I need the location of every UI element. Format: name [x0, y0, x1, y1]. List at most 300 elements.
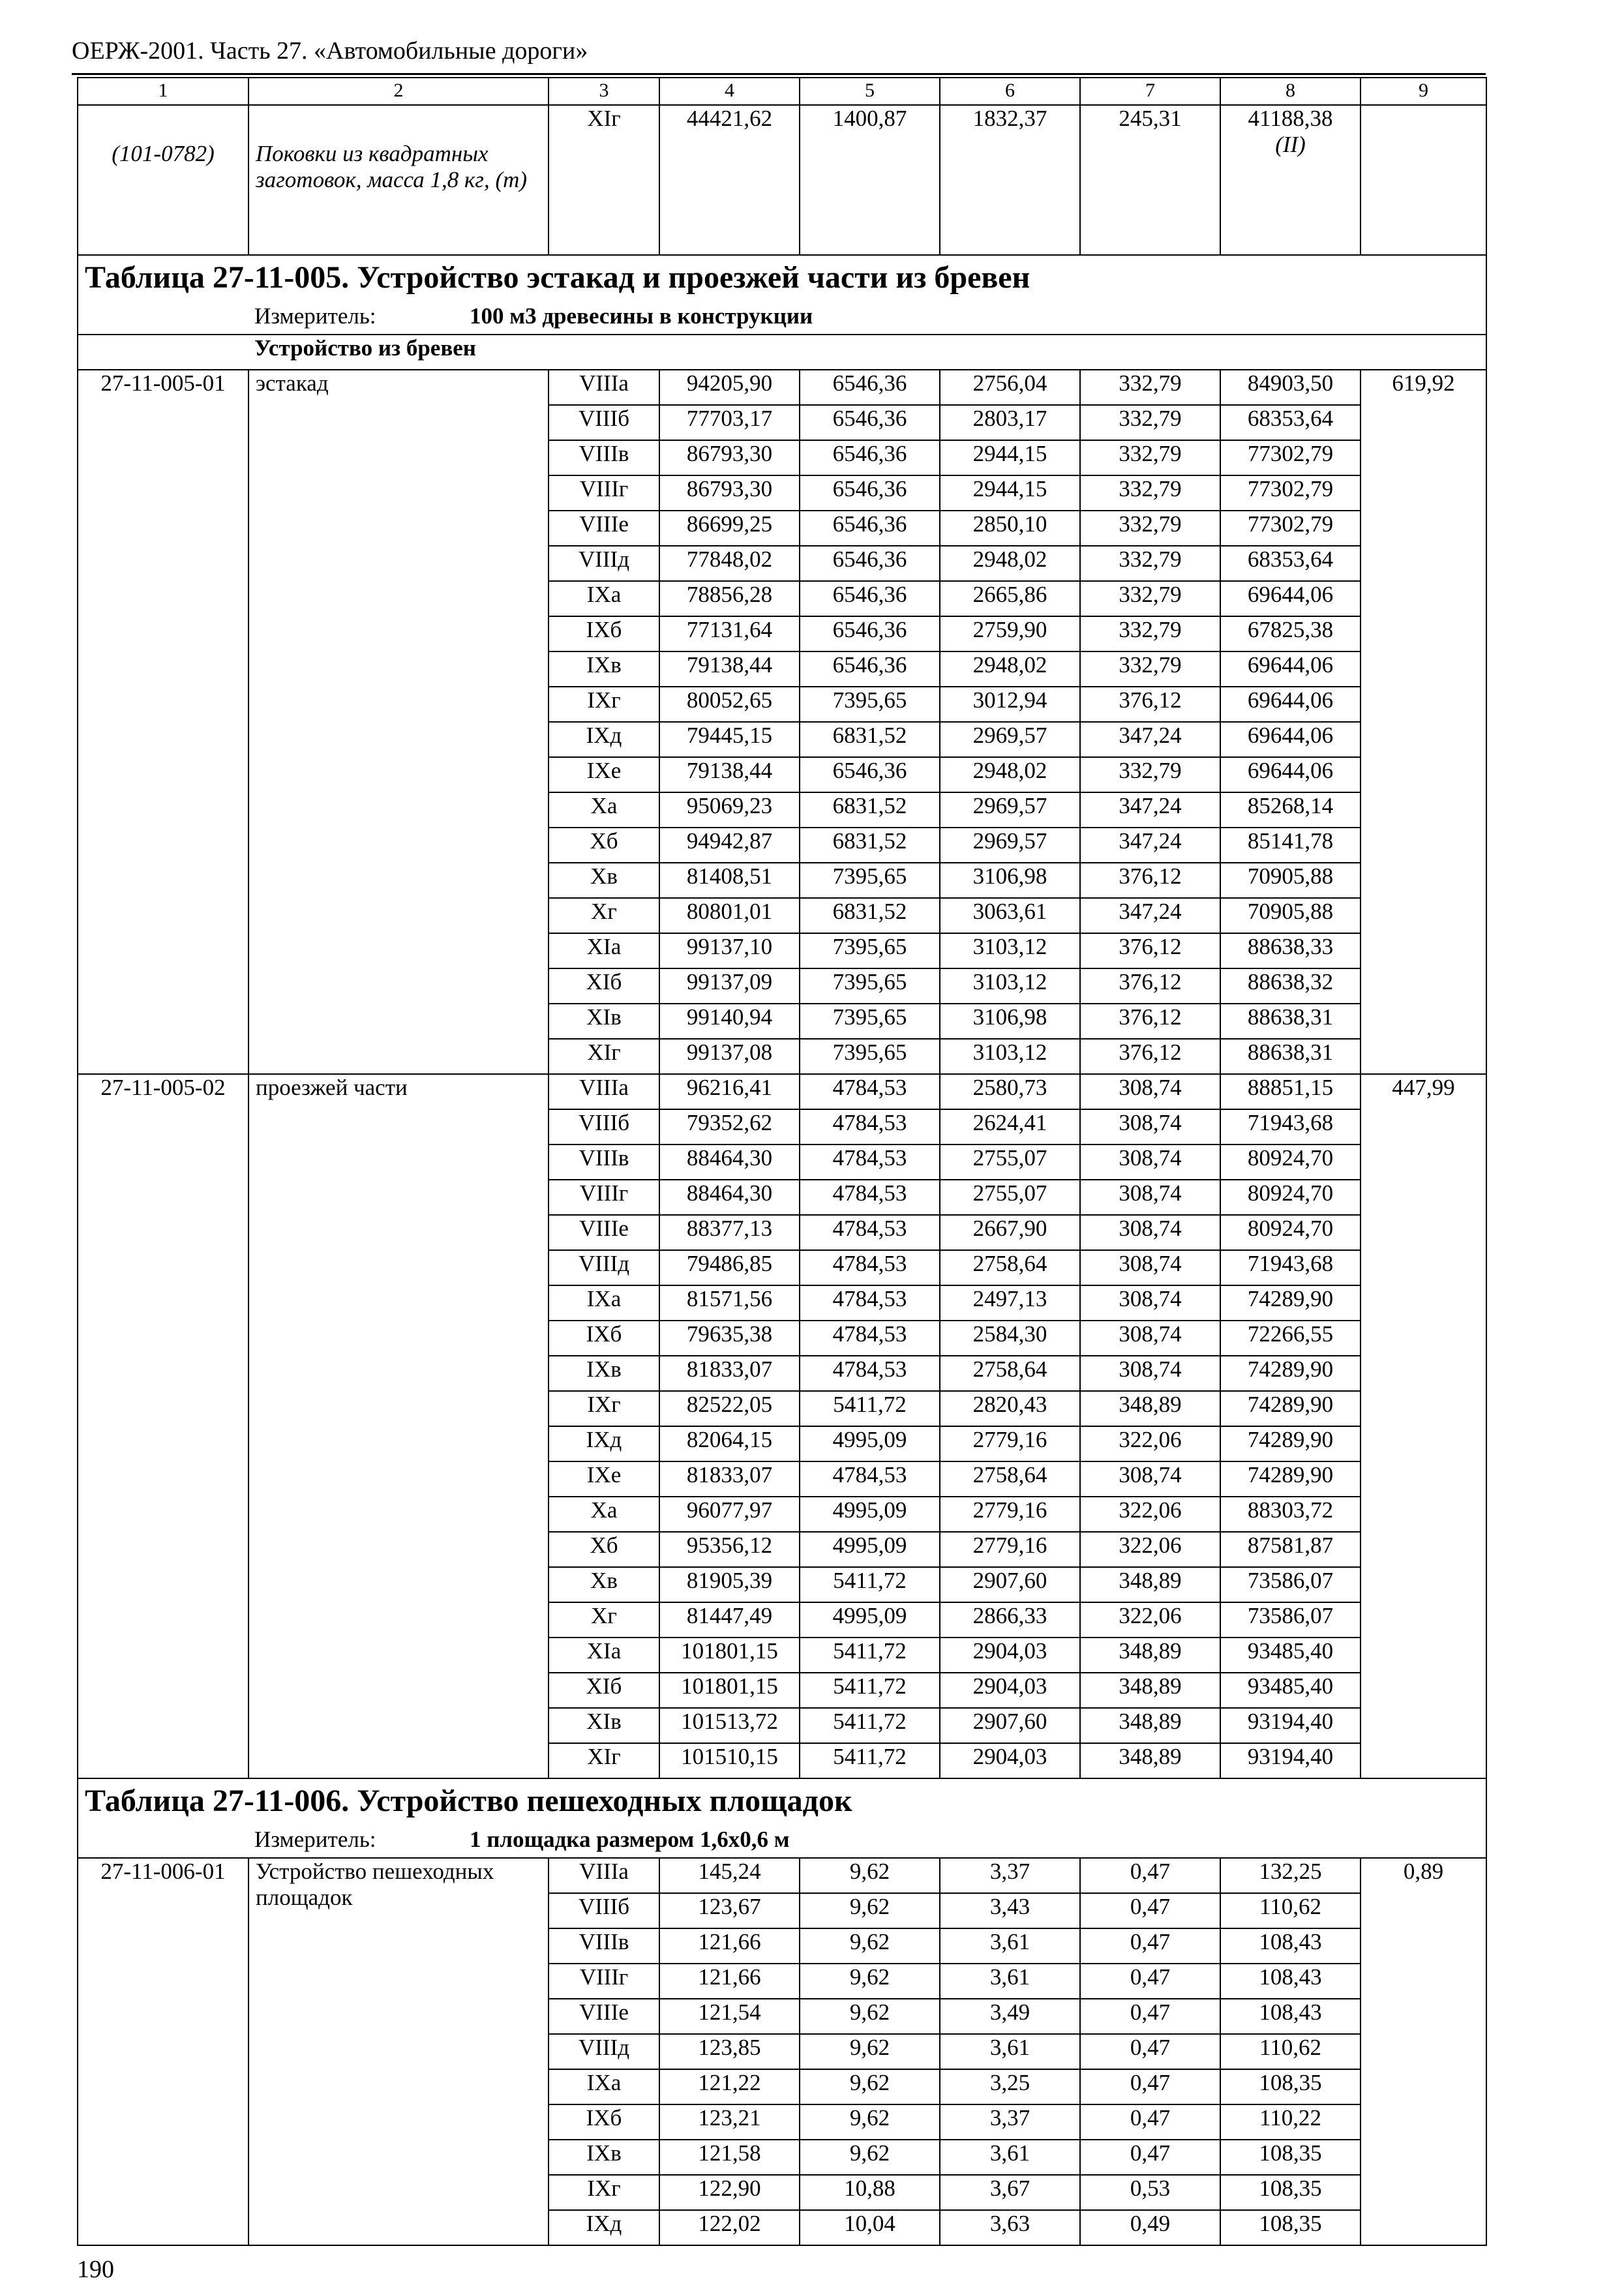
cell: 80801,01 — [659, 898, 800, 933]
cell: 69644,06 — [1220, 722, 1361, 757]
cell: 108,35 — [1220, 2140, 1361, 2175]
column-number: 3 — [549, 78, 659, 105]
cell: 74289,90 — [1220, 1356, 1361, 1391]
cell: 0,47 — [1080, 2104, 1220, 2140]
cell: 5411,72 — [800, 1743, 940, 1778]
cell: IXд — [549, 1426, 659, 1461]
cell: 308,74 — [1080, 1074, 1220, 1109]
cell: 6546,36 — [800, 511, 940, 546]
meter-value: 100 м3 древесины в конструкции — [470, 303, 813, 329]
cell: 376,12 — [1080, 968, 1220, 1004]
cell: 3,61 — [940, 2140, 1080, 2175]
item-code: 27-11-005-02 — [78, 1074, 248, 1778]
cell: 99137,09 — [659, 968, 800, 1004]
cell: 2904,03 — [940, 1638, 1080, 1673]
cell: IXа — [549, 581, 659, 616]
cell: 332,79 — [1080, 511, 1220, 546]
item-name: эстакад — [248, 370, 549, 1074]
cell: 3,63 — [940, 2210, 1080, 2245]
cell: 88638,32 — [1220, 968, 1361, 1004]
cell: 3,67 — [940, 2175, 1080, 2210]
cell: 3106,98 — [940, 863, 1080, 898]
column-number: 4 — [659, 78, 800, 105]
cell: VIIIб — [549, 405, 659, 440]
column-number-row — [78, 78, 1486, 105]
cell: 2948,02 — [940, 546, 1080, 581]
cell: 2497,13 — [940, 1285, 1080, 1321]
cell: 7395,65 — [800, 687, 940, 722]
cell: 80924,70 — [1220, 1180, 1361, 1215]
cell: VIIIд — [549, 1250, 659, 1285]
cell: 2969,57 — [940, 722, 1080, 757]
cell: VIIIе — [549, 1215, 659, 1250]
cell: 101513,72 — [659, 1708, 800, 1743]
cell: 348,89 — [1080, 1567, 1220, 1602]
cell: 70905,88 — [1220, 898, 1361, 933]
cell: 121,54 — [659, 1999, 800, 2034]
table-title: Таблица 27-11-006. Устройство пешеходных площадок — [78, 1778, 1486, 1827]
cell: 108,43 — [1220, 1999, 1361, 2034]
cell: VIIIб — [549, 1109, 659, 1144]
cell: 79486,85 — [659, 1250, 800, 1285]
cell: 3103,12 — [940, 968, 1080, 1004]
cell: 308,74 — [1080, 1461, 1220, 1497]
cell: 79138,44 — [659, 757, 800, 792]
cell: 74289,90 — [1220, 1285, 1361, 1321]
cell: 79445,15 — [659, 722, 800, 757]
cell: 88638,31 — [1220, 1004, 1361, 1039]
cell: 71943,68 — [1220, 1250, 1361, 1285]
cell: 6546,36 — [800, 405, 940, 440]
column-number: 9 — [1361, 78, 1486, 105]
cell: IXг — [549, 1391, 659, 1426]
cell: 3,49 — [940, 1999, 1080, 2034]
cell: 308,74 — [1080, 1321, 1220, 1356]
cell: IXе — [549, 1461, 659, 1497]
cell: 376,12 — [1080, 933, 1220, 968]
cell: 5411,72 — [800, 1391, 940, 1426]
meter — [78, 303, 1486, 335]
cell: VIIIг — [549, 1964, 659, 1999]
cell: 108,35 — [1220, 2210, 1361, 2245]
item-code: 27-11-006-01 — [78, 1858, 248, 2245]
cell: IXв — [549, 2140, 659, 2175]
cell: 347,24 — [1080, 722, 1220, 757]
cell: 88464,30 — [659, 1144, 800, 1180]
cell: 101801,15 — [659, 1673, 800, 1708]
cell: 9,62 — [800, 1858, 940, 1893]
cell: 2944,15 — [940, 475, 1080, 511]
cell: 9,62 — [800, 1928, 940, 1964]
resource-name: Поковки из квадратных заготовок, масса 1,8 кг, (т) — [248, 105, 549, 255]
cell: 86793,30 — [659, 440, 800, 475]
cell: 121,66 — [659, 1964, 800, 1999]
cell: 3,25 — [940, 2069, 1080, 2104]
cell: 332,79 — [1080, 440, 1220, 475]
cell: 3,61 — [940, 1928, 1080, 1964]
cell: IXе — [549, 757, 659, 792]
cell: 81571,56 — [659, 1285, 800, 1321]
cell: 67825,38 — [1220, 616, 1361, 651]
cell: 110,62 — [1220, 1893, 1361, 1928]
cell: 376,12 — [1080, 1004, 1220, 1039]
cell: 69644,06 — [1220, 757, 1361, 792]
cell: 108,35 — [1220, 2175, 1361, 2210]
cell: 347,24 — [1080, 828, 1220, 863]
cell: VIIIд — [549, 546, 659, 581]
cell: 77848,02 — [659, 546, 800, 581]
cell: 5411,72 — [800, 1673, 940, 1708]
cell: 4784,53 — [800, 1321, 940, 1356]
cell: 79635,38 — [659, 1321, 800, 1356]
cell: 2944,15 — [940, 440, 1080, 475]
cell: 6831,52 — [800, 722, 940, 757]
cell: 86699,25 — [659, 511, 800, 546]
cell: 2759,90 — [940, 616, 1080, 651]
cell: 308,74 — [1080, 1215, 1220, 1250]
cell: 322,06 — [1080, 1602, 1220, 1638]
cell: 308,74 — [1080, 1285, 1220, 1321]
cell: 4784,53 — [800, 1461, 940, 1497]
cell: 4784,53 — [800, 1109, 940, 1144]
cell: Xа — [549, 1497, 659, 1532]
cell-value: 44421,62 — [686, 106, 773, 131]
cell: 101510,15 — [659, 1743, 800, 1778]
cell: 6546,36 — [800, 651, 940, 687]
cell: 348,89 — [1080, 1743, 1220, 1778]
cell: 95069,23 — [659, 792, 800, 828]
cell: 4784,53 — [800, 1074, 940, 1109]
cell: 9,62 — [800, 2140, 940, 2175]
cell: 6546,36 — [800, 370, 940, 405]
cell: 123,21 — [659, 2104, 800, 2140]
cell: 6546,36 — [800, 757, 940, 792]
cell: 308,74 — [1080, 1109, 1220, 1144]
cell: 69644,06 — [1220, 651, 1361, 687]
cell: Xг — [549, 898, 659, 933]
meter — [78, 1827, 1486, 1858]
cell: Xб — [549, 828, 659, 863]
cell: 9,62 — [800, 1893, 940, 1928]
cell: 376,12 — [1080, 863, 1220, 898]
cell: 2779,16 — [940, 1497, 1080, 1532]
table-row — [78, 1074, 1486, 1109]
cell: VIIIв — [549, 1928, 659, 1964]
cell: 95356,12 — [659, 1532, 800, 1567]
cell: 2779,16 — [940, 1532, 1080, 1567]
cell-value: 1400,87 — [832, 106, 907, 131]
cell: VIIIе — [549, 511, 659, 546]
cell: 2580,73 — [940, 1074, 1080, 1109]
cell: 6831,52 — [800, 828, 940, 863]
cell: 2904,03 — [940, 1743, 1080, 1778]
cell: 81447,49 — [659, 1602, 800, 1638]
cell: 0,47 — [1080, 2140, 1220, 2175]
cell: 2624,41 — [940, 1109, 1080, 1144]
cell: 2755,07 — [940, 1144, 1080, 1180]
cell: 4995,09 — [800, 1602, 940, 1638]
meter-row — [78, 1827, 1486, 1858]
cell: 2779,16 — [940, 1426, 1080, 1461]
cell: 2758,64 — [940, 1250, 1080, 1285]
cell: 93194,40 — [1220, 1708, 1361, 1743]
cell: 308,74 — [1080, 1356, 1220, 1391]
cell: 86793,30 — [659, 475, 800, 511]
cell: IXг — [549, 2175, 659, 2210]
cell: XIа — [549, 1638, 659, 1673]
cell: 0,47 — [1080, 1964, 1220, 1999]
cell: 347,24 — [1080, 898, 1220, 933]
cell-value: 41188,38 — [1248, 106, 1333, 131]
cell: 3063,61 — [940, 898, 1080, 933]
cell: 77302,79 — [1220, 475, 1361, 511]
cell: 3103,12 — [940, 933, 1080, 968]
cell: 308,74 — [1080, 1250, 1220, 1285]
cell: IXа — [549, 1285, 659, 1321]
cell: 3012,94 — [940, 687, 1080, 722]
header-rule — [72, 73, 1486, 75]
cell: 145,24 — [659, 1858, 800, 1893]
cell: IXд — [549, 2210, 659, 2245]
cell: 121,22 — [659, 2069, 800, 2104]
cell: 348,89 — [1080, 1638, 1220, 1673]
subheading: Устройство из бревен — [78, 335, 1486, 370]
cell: VIIIд — [549, 2034, 659, 2069]
cell: 9,62 — [800, 2034, 940, 2069]
cell: 332,79 — [1080, 616, 1220, 651]
cell: 2907,60 — [940, 1567, 1080, 1602]
cell: 77131,64 — [659, 616, 800, 651]
column-number: 5 — [800, 78, 940, 105]
cell: 80052,65 — [659, 687, 800, 722]
cell: 71943,68 — [1220, 1109, 1361, 1144]
cell: 6831,52 — [800, 792, 940, 828]
cell: 6546,36 — [800, 616, 940, 651]
cell-value: XIг — [587, 106, 621, 131]
meter-label: Измеритель: — [254, 303, 376, 329]
cell: 81833,07 — [659, 1356, 800, 1391]
cell: 2758,64 — [940, 1461, 1080, 1497]
cell: 123,85 — [659, 2034, 800, 2069]
cell: 122,02 — [659, 2210, 800, 2245]
cell: 73586,07 — [1220, 1567, 1361, 1602]
cell: 0,53 — [1080, 2175, 1220, 2210]
cell: 82522,05 — [659, 1391, 800, 1426]
cell: 0,47 — [1080, 1999, 1220, 2034]
cell: 121,66 — [659, 1928, 800, 1964]
column-number: 1 — [78, 78, 248, 105]
cell: 0,47 — [1080, 2069, 1220, 2104]
table-row — [78, 370, 1486, 405]
page-number: 190 — [77, 2256, 114, 2283]
cell: 74289,90 — [1220, 1426, 1361, 1461]
cell: 332,79 — [1080, 651, 1220, 687]
cell: IXг — [549, 687, 659, 722]
cell: VIIIа — [549, 1074, 659, 1109]
cell: 88851,15 — [1220, 1074, 1361, 1109]
cell: 94205,90 — [659, 370, 800, 405]
cell: 348,89 — [1080, 1391, 1220, 1426]
cell: 7395,65 — [800, 933, 940, 968]
cell: 78856,28 — [659, 581, 800, 616]
cell: 73586,07 — [1220, 1602, 1361, 1638]
cell: 121,58 — [659, 2140, 800, 2175]
cell: 101801,15 — [659, 1638, 800, 1673]
item-name: Устройство пешеходных площадок — [248, 1858, 549, 2245]
cell: 332,79 — [1080, 370, 1220, 405]
cell: 110,62 — [1220, 2034, 1361, 2069]
cell: 81833,07 — [659, 1461, 800, 1497]
cell: 0,47 — [1080, 2034, 1220, 2069]
cell: 85141,78 — [1220, 828, 1361, 863]
cell: 4784,53 — [800, 1215, 940, 1250]
cell: XIб — [549, 1673, 659, 1708]
cell: 108,43 — [1220, 1964, 1361, 1999]
cell: XIа — [549, 933, 659, 968]
cell — [940, 105, 1080, 255]
cell: XIб — [549, 968, 659, 1004]
item-col9: 0,89 — [1361, 1858, 1486, 2245]
table-title-row — [78, 1778, 1486, 1827]
cell: 88638,33 — [1220, 933, 1361, 968]
column-number: 7 — [1080, 78, 1220, 105]
cell: 7395,65 — [800, 968, 940, 1004]
cell: 6546,36 — [800, 440, 940, 475]
cell: 4784,53 — [800, 1250, 940, 1285]
table-title: Таблица 27-11-005. Устройство эстакад и проезжей части из бревен — [78, 255, 1486, 303]
cell: 6546,36 — [800, 581, 940, 616]
cell: 2907,60 — [940, 1708, 1080, 1743]
cell: Xв — [549, 1567, 659, 1602]
cell: 4784,53 — [800, 1180, 940, 1215]
cell: 80924,70 — [1220, 1215, 1361, 1250]
cell: 2756,04 — [940, 370, 1080, 405]
cell: IXа — [549, 2069, 659, 2104]
cell: 9,62 — [800, 2069, 940, 2104]
meter-value: 1 площадка размером 1,6х0,6 м — [470, 1827, 790, 1852]
cell: Xа — [549, 792, 659, 828]
cell: 2948,02 — [940, 757, 1080, 792]
cell: 122,90 — [659, 2175, 800, 2210]
cell: 376,12 — [1080, 687, 1220, 722]
cell: 80924,70 — [1220, 1144, 1361, 1180]
cell: 2850,10 — [940, 511, 1080, 546]
cell: VIIIб — [549, 1893, 659, 1928]
cell: 96077,97 — [659, 1497, 800, 1532]
cell: 99137,10 — [659, 933, 800, 968]
cell: 2820,43 — [940, 1391, 1080, 1426]
cell: Xв — [549, 863, 659, 898]
cell: 332,79 — [1080, 405, 1220, 440]
cell: XIв — [549, 1004, 659, 1039]
cell: 88638,31 — [1220, 1039, 1361, 1074]
cell: 3106,98 — [940, 1004, 1080, 1039]
cell: 332,79 — [1080, 757, 1220, 792]
cell: 2866,33 — [940, 1602, 1080, 1638]
cell: 2948,02 — [940, 651, 1080, 687]
cell: 2969,57 — [940, 792, 1080, 828]
column-number: 2 — [248, 78, 549, 105]
item-col9: 447,99 — [1361, 1074, 1486, 1778]
cell: IXб — [549, 2104, 659, 2140]
cell: 93194,40 — [1220, 1743, 1361, 1778]
cell: 4995,09 — [800, 1532, 940, 1567]
cell: 96216,41 — [659, 1074, 800, 1109]
cell: 79138,44 — [659, 651, 800, 687]
cell: 68353,64 — [1220, 405, 1361, 440]
cell: 3,43 — [940, 1893, 1080, 1928]
price-table — [77, 77, 1487, 2246]
cell: 2584,30 — [940, 1321, 1080, 1356]
cell: 93485,40 — [1220, 1673, 1361, 1708]
cell: IXв — [549, 1356, 659, 1391]
cell: 348,89 — [1080, 1708, 1220, 1743]
cell: 6831,52 — [800, 898, 940, 933]
cell: 332,79 — [1080, 475, 1220, 511]
meter-row — [78, 303, 1486, 335]
cell: 10,88 — [800, 2175, 940, 2210]
cell: IXб — [549, 1321, 659, 1356]
cell: 123,67 — [659, 1893, 800, 1928]
cell-note: (II) — [1275, 132, 1306, 157]
cell: 4995,09 — [800, 1497, 940, 1532]
cell: 376,12 — [1080, 1039, 1220, 1074]
cell: 69644,06 — [1220, 581, 1361, 616]
cell: 68353,64 — [1220, 546, 1361, 581]
cell: 108,35 — [1220, 2069, 1361, 2104]
cell: 4784,53 — [800, 1285, 940, 1321]
cell: 7395,65 — [800, 1004, 940, 1039]
cell-value: 1832,37 — [972, 106, 1047, 131]
cell: 82064,15 — [659, 1426, 800, 1461]
cell: 322,06 — [1080, 1497, 1220, 1532]
cell: 3103,12 — [940, 1039, 1080, 1074]
cell: 93485,40 — [1220, 1638, 1361, 1673]
item-col9: 619,92 — [1361, 370, 1486, 1074]
cell: 347,24 — [1080, 792, 1220, 828]
cell: 332,79 — [1080, 546, 1220, 581]
cell — [549, 105, 659, 255]
cell: XIг — [549, 1743, 659, 1778]
cell: 4995,09 — [800, 1426, 940, 1461]
cell: 3,61 — [940, 1964, 1080, 1999]
cell: VIIIе — [549, 1999, 659, 2034]
cell: 99140,94 — [659, 1004, 800, 1039]
cell: 332,79 — [1080, 581, 1220, 616]
cell: Xг — [549, 1602, 659, 1638]
cell: 308,74 — [1080, 1180, 1220, 1215]
cell: 81905,39 — [659, 1567, 800, 1602]
cell: 74289,90 — [1220, 1391, 1361, 1426]
cell: VIIIв — [549, 440, 659, 475]
cell: 70905,88 — [1220, 863, 1361, 898]
subheading-row — [78, 335, 1486, 370]
cell: 2667,90 — [940, 1215, 1080, 1250]
cell: 2758,64 — [940, 1356, 1080, 1391]
table-title-row — [78, 255, 1486, 303]
cell: 2904,03 — [940, 1673, 1080, 1708]
cell: 110,22 — [1220, 2104, 1361, 2140]
cell: 2969,57 — [940, 828, 1080, 863]
cell: 99137,08 — [659, 1039, 800, 1074]
cell: 77703,17 — [659, 405, 800, 440]
item-name: проезжей части — [248, 1074, 549, 1778]
cell: 0,47 — [1080, 1928, 1220, 1964]
cell — [1220, 105, 1361, 255]
cell: VIIIг — [549, 475, 659, 511]
cell: 9,62 — [800, 1964, 940, 1999]
cell — [1361, 105, 1486, 255]
